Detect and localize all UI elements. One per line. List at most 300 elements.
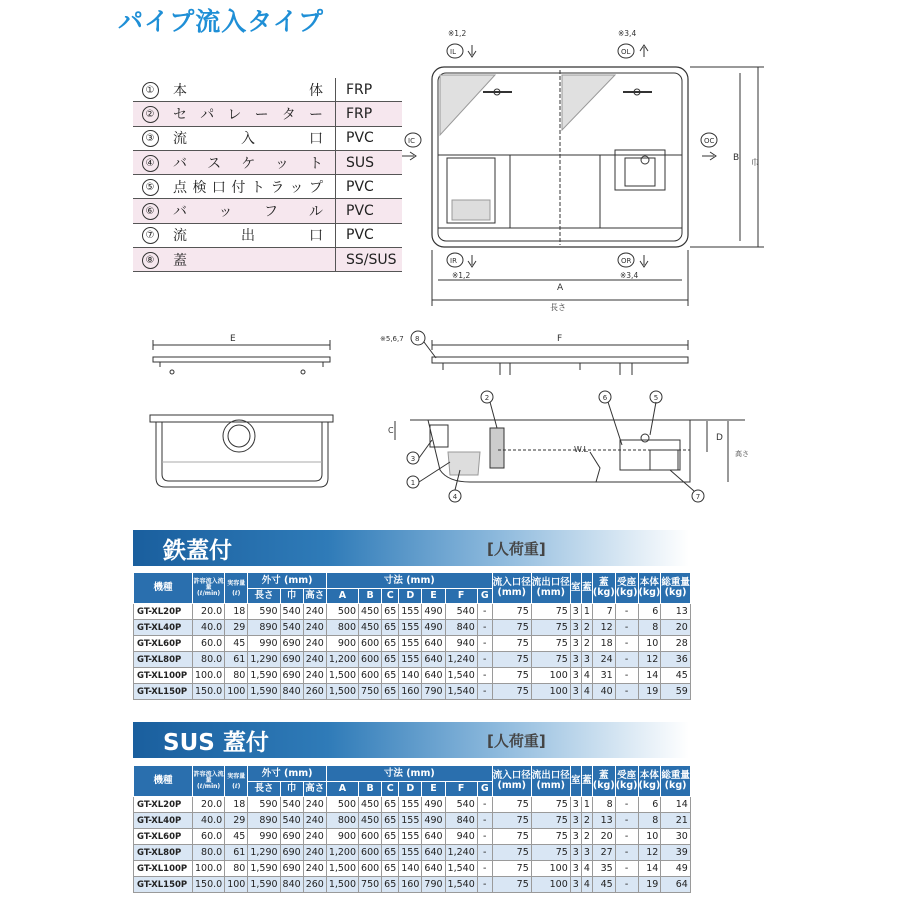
value-cell: - — [477, 813, 492, 829]
value-cell: 2 — [581, 813, 592, 829]
callout-5: 5 — [653, 394, 659, 402]
value-cell: 49 — [661, 861, 691, 877]
value-cell: 65 — [382, 813, 399, 829]
callout-3: 3 — [410, 455, 416, 463]
col-e: E — [422, 589, 445, 604]
value-cell: 31 — [592, 668, 615, 684]
part-name: 点検口付トラップ — [167, 175, 336, 199]
table-row — [134, 604, 691, 620]
value-cell: - — [477, 620, 492, 636]
label-ir: IR — [450, 257, 457, 265]
col-outlet: 流出口径 (mm) — [531, 766, 570, 797]
value-cell: 12 — [638, 845, 661, 861]
model-cell: GT-XL100P — [134, 861, 193, 877]
value-cell: 940 — [445, 636, 477, 652]
value-cell: 790 — [422, 684, 445, 700]
value-cell: 790 — [422, 877, 445, 893]
value-cell: 20 — [661, 620, 691, 636]
spec-table-iron — [133, 572, 691, 700]
model-cell: GT-XL150P — [134, 684, 193, 700]
value-cell: 1,590 — [248, 684, 280, 700]
value-cell: 40.0 — [193, 620, 225, 636]
col-body: 本体 (kg) — [638, 573, 661, 604]
value-cell: - — [615, 813, 638, 829]
value-cell: 40.0 — [193, 813, 225, 829]
value-cell: 1,540 — [445, 877, 477, 893]
part-material: SUS — [336, 150, 403, 174]
value-cell: 940 — [445, 829, 477, 845]
label-oc: OC — [704, 137, 715, 145]
dim-height: 高さ — [735, 450, 749, 458]
value-cell: 800 — [326, 620, 358, 636]
col-a: A — [326, 782, 358, 797]
value-cell: - — [477, 797, 492, 813]
value-cell: 1,200 — [326, 652, 358, 668]
long-section — [395, 415, 745, 482]
value-cell: 35 — [592, 861, 615, 877]
value-cell: 1,240 — [445, 845, 477, 861]
value-cell: 100 — [531, 877, 570, 893]
value-cell: 3 — [570, 620, 581, 636]
value-cell: 75 — [531, 797, 570, 813]
dim-b: B — [733, 153, 740, 163]
callout-1: 1 — [410, 479, 416, 487]
part-material: PVC — [336, 223, 403, 247]
table-row — [134, 861, 691, 877]
model-cell: GT-XL60P — [134, 636, 193, 652]
value-cell: 60.0 — [193, 829, 225, 845]
table-row — [134, 668, 691, 684]
value-cell: 45 — [661, 668, 691, 684]
part-number: ③ — [142, 130, 159, 147]
value-cell: 240 — [303, 652, 326, 668]
value-cell: 260 — [303, 684, 326, 700]
col-outlet: 流出口径 (mm) — [531, 573, 570, 604]
part-number: ⑧ — [142, 252, 159, 269]
col-wid: 巾 — [280, 589, 303, 604]
value-cell: - — [615, 684, 638, 700]
col-seat: 受座 (kg) — [615, 766, 638, 797]
table-row — [134, 797, 691, 813]
value-cell: 3 — [570, 652, 581, 668]
value-cell: 900 — [326, 636, 358, 652]
value-cell: - — [477, 845, 492, 861]
value-cell: 155 — [399, 604, 422, 620]
value-cell: 19 — [638, 877, 661, 893]
col-lid-weight: 蓋 (kg) — [592, 766, 615, 797]
part-name: セパレーター — [167, 102, 336, 126]
page-title: パイプ流入タイプ — [118, 7, 325, 36]
value-cell: - — [477, 668, 492, 684]
note-or: ※3,4 — [620, 271, 639, 280]
section-title-sus: SUS 蓋付 — [163, 730, 269, 756]
label-il: IL — [450, 48, 456, 56]
value-cell: - — [477, 877, 492, 893]
col-a: A — [326, 589, 358, 604]
value-cell: 490 — [422, 813, 445, 829]
value-cell: - — [615, 877, 638, 893]
value-cell: 6 — [638, 604, 661, 620]
value-cell: 7 — [592, 604, 615, 620]
value-cell: 1,540 — [445, 668, 477, 684]
value-cell: 750 — [359, 877, 382, 893]
value-cell: 3 — [581, 652, 592, 668]
section-title-iron: 鉄蓋付 — [163, 538, 232, 564]
value-cell: 100 — [225, 877, 248, 893]
value-cell: 75 — [492, 877, 531, 893]
col-outer: 外寸 (mm) — [248, 573, 326, 589]
value-cell: 75 — [531, 845, 570, 861]
value-cell: - — [615, 636, 638, 652]
value-cell: 240 — [303, 636, 326, 652]
value-cell: 75 — [492, 845, 531, 861]
part-name: 流 入 口 — [167, 126, 336, 150]
value-cell: 1,590 — [248, 877, 280, 893]
value-cell: 240 — [303, 620, 326, 636]
value-cell: 75 — [531, 813, 570, 829]
col-capacity: 実容量 (ℓ) — [225, 573, 248, 604]
value-cell: 1,500 — [326, 861, 358, 877]
value-cell: 540 — [280, 620, 303, 636]
dim-length: 長さ — [550, 303, 566, 312]
value-cell: 450 — [359, 813, 382, 829]
value-cell: 890 — [248, 813, 280, 829]
note-ir: ※1,2 — [452, 271, 471, 280]
value-cell: 600 — [359, 845, 382, 861]
value-cell: 100 — [531, 668, 570, 684]
value-cell: 155 — [399, 797, 422, 813]
value-cell: 260 — [303, 877, 326, 893]
part-number: ② — [142, 106, 159, 123]
col-inlet: 流入口径 (mm) — [492, 573, 531, 604]
value-cell: 155 — [399, 813, 422, 829]
value-cell: 65 — [382, 652, 399, 668]
value-cell: 13 — [592, 813, 615, 829]
value-cell: 3 — [570, 861, 581, 877]
value-cell: 690 — [280, 668, 303, 684]
value-cell: 1,500 — [326, 668, 358, 684]
table-row — [134, 620, 691, 636]
value-cell: 75 — [531, 620, 570, 636]
label-ic: IC — [408, 137, 415, 145]
value-cell: 600 — [359, 652, 382, 668]
part-material: PVC — [336, 199, 403, 223]
label-or: OR — [621, 257, 632, 265]
value-cell: 840 — [280, 684, 303, 700]
value-cell: 540 — [280, 813, 303, 829]
value-cell: 65 — [382, 829, 399, 845]
table-row — [134, 829, 691, 845]
value-cell: 890 — [248, 620, 280, 636]
value-cell: 20 — [592, 829, 615, 845]
col-g: G — [477, 782, 492, 797]
model-cell: GT-XL40P — [134, 813, 193, 829]
value-cell: 990 — [248, 829, 280, 845]
value-cell: 75 — [531, 652, 570, 668]
value-cell: 75 — [492, 684, 531, 700]
value-cell: 4 — [581, 861, 592, 877]
value-cell: 3 — [570, 636, 581, 652]
model-cell: GT-XL20P — [134, 604, 193, 620]
value-cell: 21 — [661, 813, 691, 829]
value-cell: - — [477, 861, 492, 877]
value-cell: 18 — [225, 604, 248, 620]
table-row — [134, 813, 691, 829]
value-cell: 600 — [359, 668, 382, 684]
value-cell: 65 — [382, 636, 399, 652]
value-cell: 100.0 — [193, 668, 225, 684]
value-cell: 3 — [570, 813, 581, 829]
section-bar-sus — [133, 722, 689, 758]
model-cell: GT-XL60P — [134, 829, 193, 845]
value-cell: - — [477, 684, 492, 700]
col-model: 機種 — [134, 573, 193, 604]
value-cell: 36 — [661, 652, 691, 668]
col-model: 機種 — [134, 766, 193, 797]
value-cell: 150.0 — [193, 877, 225, 893]
col-f: F — [445, 782, 477, 797]
value-cell: 61 — [225, 652, 248, 668]
value-cell: 14 — [661, 797, 691, 813]
value-cell: 40 — [592, 684, 615, 700]
value-cell: 640 — [422, 829, 445, 845]
value-cell: 840 — [280, 877, 303, 893]
value-cell: 540 — [445, 604, 477, 620]
value-cell: 65 — [382, 684, 399, 700]
part-name: バッフル — [167, 199, 336, 223]
value-cell: 1,200 — [326, 845, 358, 861]
value-cell: 600 — [359, 636, 382, 652]
value-cell: 1 — [581, 604, 592, 620]
table-row — [134, 877, 691, 893]
value-cell: 59 — [661, 684, 691, 700]
value-cell: 490 — [422, 604, 445, 620]
value-cell: 39 — [661, 845, 691, 861]
value-cell: 75 — [492, 652, 531, 668]
model-cell: GT-XL100P — [134, 668, 193, 684]
value-cell: 2 — [581, 636, 592, 652]
value-cell: 75 — [492, 668, 531, 684]
value-cell: 155 — [399, 845, 422, 861]
part-number: ① — [142, 82, 159, 99]
dim-f: F — [557, 334, 563, 344]
value-cell: 1,540 — [445, 861, 477, 877]
col-flow: 許容流入流量 (ℓ/min) — [193, 766, 225, 797]
value-cell: 65 — [382, 620, 399, 636]
value-cell: 690 — [280, 829, 303, 845]
value-cell: - — [615, 652, 638, 668]
value-cell: 6 — [638, 797, 661, 813]
col-inlet: 流入口径 (mm) — [492, 766, 531, 797]
value-cell: 3 — [570, 829, 581, 845]
value-cell: 1,290 — [248, 652, 280, 668]
value-cell: 640 — [422, 652, 445, 668]
col-outer: 外寸 (mm) — [248, 766, 326, 782]
long-elevation — [411, 331, 688, 375]
col-wid: 巾 — [280, 782, 303, 797]
value-cell: 240 — [303, 797, 326, 813]
value-cell: - — [477, 604, 492, 620]
load-label-iron: [人荷重] — [487, 540, 546, 558]
value-cell: 12 — [638, 652, 661, 668]
value-cell: 10 — [638, 636, 661, 652]
value-cell: 500 — [326, 797, 358, 813]
plan-view — [402, 44, 764, 306]
dim-c: C — [388, 426, 394, 435]
value-cell: - — [477, 652, 492, 668]
value-cell: 65 — [382, 797, 399, 813]
model-cell: GT-XL80P — [134, 652, 193, 668]
col-g: G — [477, 589, 492, 604]
callout-7: 7 — [695, 493, 701, 501]
model-cell: GT-XL80P — [134, 845, 193, 861]
value-cell: 12 — [592, 620, 615, 636]
value-cell: 1,500 — [326, 684, 358, 700]
value-cell: 1,240 — [445, 652, 477, 668]
value-cell: 75 — [531, 604, 570, 620]
model-cell: GT-XL20P — [134, 797, 193, 813]
col-capacity: 実容量 (ℓ) — [225, 766, 248, 797]
value-cell: 75 — [492, 604, 531, 620]
water-level: W.L — [574, 445, 588, 454]
value-cell: 30 — [661, 829, 691, 845]
part-number: ④ — [142, 155, 159, 172]
value-cell: 13 — [661, 604, 691, 620]
col-lid: 蓋 — [581, 573, 592, 604]
value-cell: 29 — [225, 620, 248, 636]
value-cell: 45 — [592, 877, 615, 893]
value-cell: - — [477, 829, 492, 845]
part-material: FRP — [336, 78, 403, 102]
table-row — [134, 845, 691, 861]
value-cell: 45 — [225, 636, 248, 652]
value-cell: 3 — [570, 797, 581, 813]
value-cell: 1,290 — [248, 845, 280, 861]
part-name: バスケット — [167, 150, 336, 174]
col-len: 長さ — [248, 589, 280, 604]
value-cell: 75 — [492, 620, 531, 636]
value-cell: 2 — [581, 620, 592, 636]
value-cell: 3 — [570, 845, 581, 861]
value-cell: 75 — [531, 829, 570, 845]
value-cell: 60.0 — [193, 636, 225, 652]
value-cell: 75 — [492, 829, 531, 845]
col-d: D — [399, 589, 422, 604]
value-cell: 500 — [326, 604, 358, 620]
value-cell: 840 — [445, 620, 477, 636]
value-cell: 990 — [248, 636, 280, 652]
value-cell: - — [615, 845, 638, 861]
note-ol: ※3,4 — [618, 29, 637, 38]
value-cell: 240 — [303, 668, 326, 684]
value-cell: 690 — [280, 861, 303, 877]
value-cell: 155 — [399, 652, 422, 668]
value-cell: 1,540 — [445, 684, 477, 700]
value-cell: 80 — [225, 668, 248, 684]
value-cell: 80 — [225, 861, 248, 877]
value-cell: 75 — [531, 636, 570, 652]
value-cell: 8 — [638, 813, 661, 829]
value-cell: 150.0 — [193, 684, 225, 700]
part-material: FRP — [336, 102, 403, 126]
model-cell: GT-XL40P — [134, 620, 193, 636]
value-cell: 1 — [581, 797, 592, 813]
col-body: 本体 (kg) — [638, 766, 661, 797]
value-cell: - — [615, 668, 638, 684]
col-b: B — [359, 782, 382, 797]
value-cell: 800 — [326, 813, 358, 829]
value-cell: 900 — [326, 829, 358, 845]
col-lid: 蓋 — [581, 766, 592, 797]
part-name: 流 出 口 — [167, 223, 336, 247]
value-cell: 65 — [382, 604, 399, 620]
part-name: 蓋 — [167, 248, 336, 272]
value-cell: - — [615, 620, 638, 636]
value-cell: 80.0 — [193, 652, 225, 668]
value-cell: 100.0 — [193, 861, 225, 877]
front-section — [150, 415, 333, 487]
value-cell: 3 — [581, 845, 592, 861]
value-cell: 8 — [638, 620, 661, 636]
value-cell: 450 — [359, 604, 382, 620]
value-cell: 3 — [570, 684, 581, 700]
value-cell: 490 — [422, 620, 445, 636]
value-cell: 14 — [638, 668, 661, 684]
value-cell: 540 — [280, 604, 303, 620]
value-cell: 600 — [359, 829, 382, 845]
callouts — [407, 391, 704, 502]
value-cell: 10 — [638, 829, 661, 845]
value-cell: 1,590 — [248, 668, 280, 684]
part-number: ⑦ — [142, 227, 159, 244]
value-cell: 490 — [422, 797, 445, 813]
value-cell: 2 — [581, 829, 592, 845]
col-flow: 許容流入流量 (ℓ/min) — [193, 573, 225, 604]
callout-2: 2 — [484, 394, 490, 402]
value-cell: 690 — [280, 636, 303, 652]
value-cell: 750 — [359, 684, 382, 700]
value-cell: 540 — [280, 797, 303, 813]
table-row — [134, 636, 691, 652]
note-il: ※1,2 — [448, 29, 467, 38]
value-cell: 160 — [399, 877, 422, 893]
value-cell: 640 — [422, 861, 445, 877]
value-cell: 20.0 — [193, 604, 225, 620]
part-number: ⑤ — [142, 179, 159, 196]
callout-6: 6 — [602, 394, 608, 402]
value-cell: 590 — [248, 604, 280, 620]
side-elevation — [153, 340, 330, 374]
part-name: 本 体 — [167, 78, 336, 102]
col-len: 長さ — [248, 782, 280, 797]
value-cell: 4 — [581, 684, 592, 700]
part-material: PVC — [336, 126, 403, 150]
value-cell: 1,590 — [248, 861, 280, 877]
section-bar-iron — [133, 530, 689, 566]
col-f: F — [445, 589, 477, 604]
value-cell: 240 — [303, 813, 326, 829]
col-d: D — [399, 782, 422, 797]
value-cell: 100 — [225, 684, 248, 700]
label-ol: OL — [621, 48, 631, 56]
col-dims: 寸法 (mm) — [326, 766, 492, 782]
value-cell: 100 — [531, 684, 570, 700]
value-cell: 27 — [592, 845, 615, 861]
value-cell: 640 — [422, 668, 445, 684]
value-cell: 75 — [492, 813, 531, 829]
value-cell: 75 — [492, 797, 531, 813]
col-rooms: 室 — [570, 766, 581, 797]
